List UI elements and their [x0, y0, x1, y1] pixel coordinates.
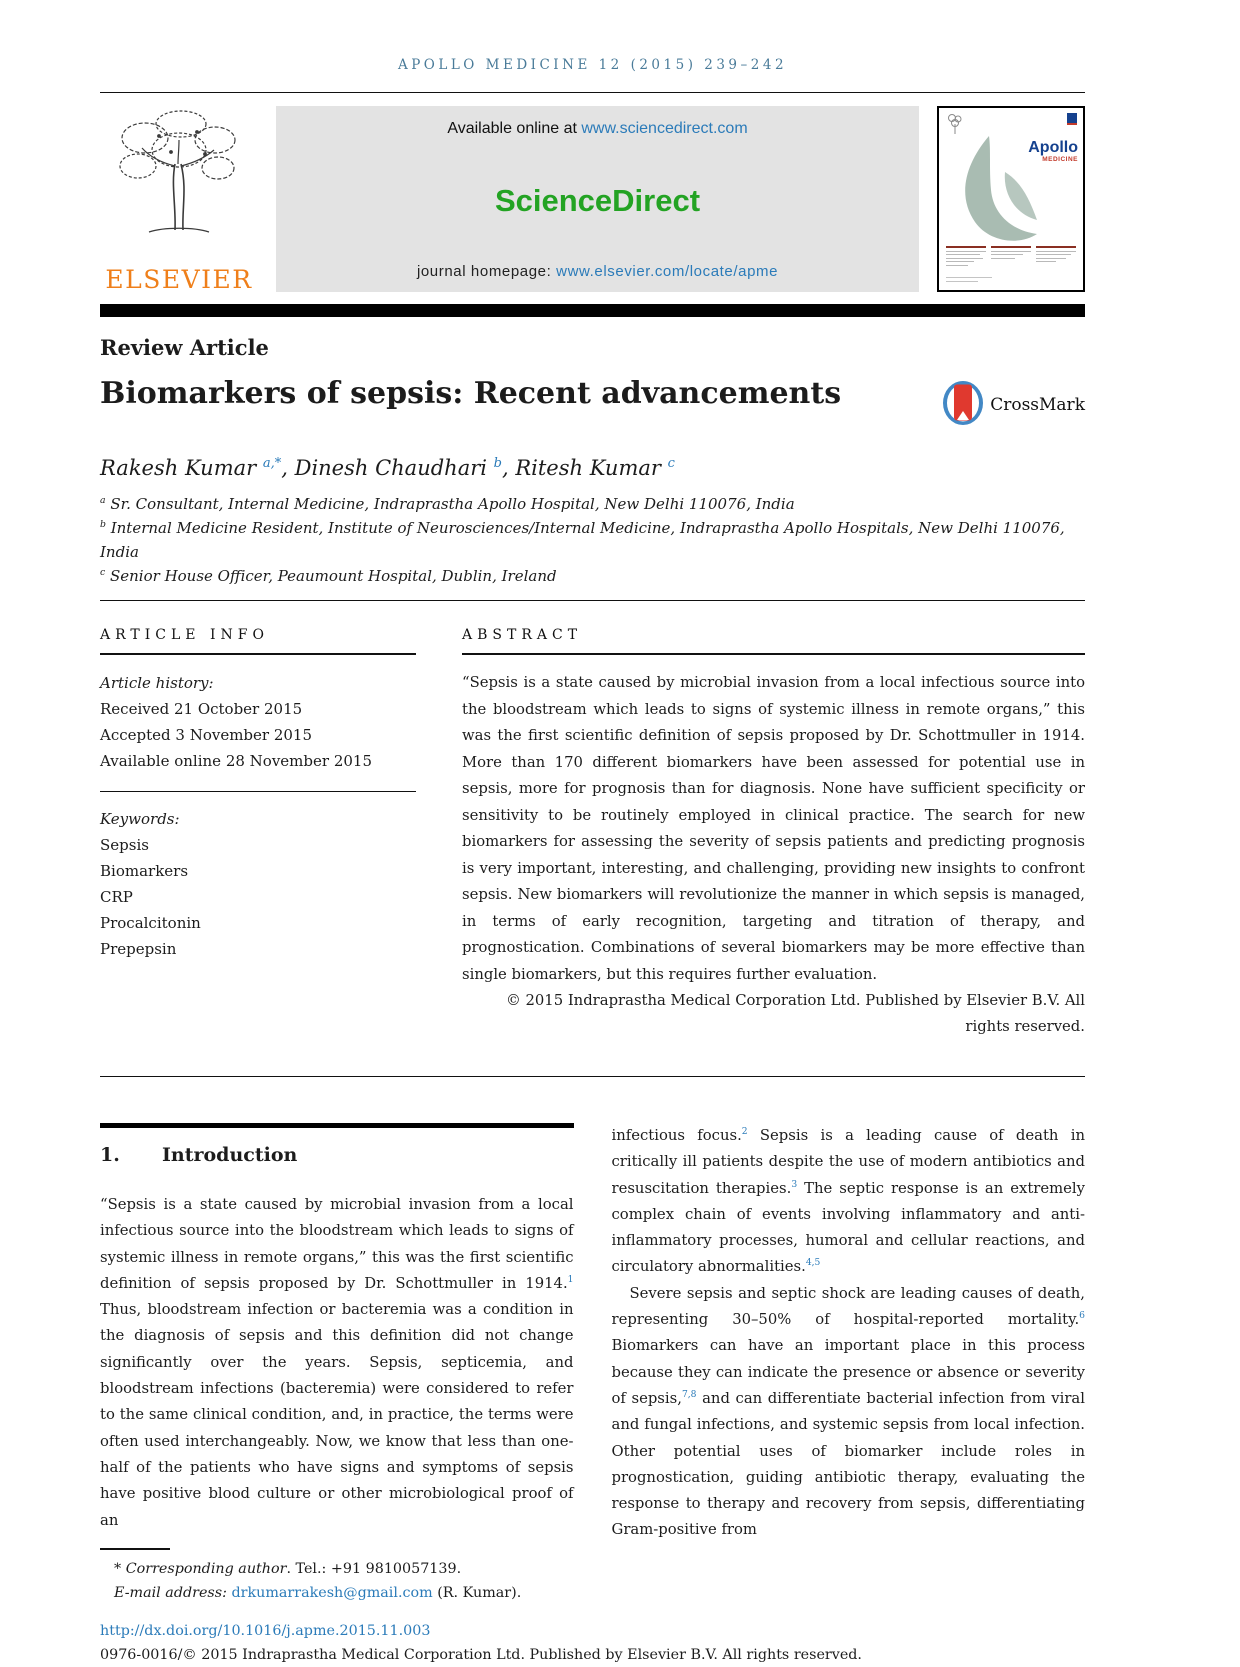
keyword: Biomarkers	[100, 862, 189, 880]
cover-toc-columns	[946, 246, 1076, 269]
body-paragraph: “Sepsis is a state caused by microbial invasion from a local infectious source into the bloodstream which leads to signs of systemic illness in remote organs,” this was the first scientific definition of sepsis proposed by Dr. Schottmuller in 1914.$^1$ Thus, bloodstream infection or bacteremia was a condition in the diagnosis of sepsis and this definition did not change significantly over the years. Sepsis, septicemia, and bloodstream infections (bacteremia) were considered to refer to the same clinical condition, and, in practice, the terms were often used interchangeably. Now, we know that less than one-half of the patients who have signs and symptoms of sepsis have positive blood culture or other microbiological proof of an	[100, 1196, 574, 1529]
journal-homepage-line	[286, 263, 909, 280]
divider	[100, 653, 416, 655]
abstract-column	[462, 627, 1085, 1040]
citation-ref: b	[493, 456, 502, 471]
journal-cover-thumbnail	[937, 106, 1085, 292]
divider	[100, 1076, 1085, 1077]
citation-ref: 7,8	[681, 1389, 697, 1401]
abstract-text: “Sepsis is a state caused by microbial invasion from a local infectious source into the bloodstream which leads to signs of systemic illness in remote organs,” this was the first scientific definition of sepsis proposed by Dr. Schottmuller in 1914. More than 170 different biomarkers have been assessed for potential use in sepsis, more for prognosis than for diagnosis. None have sufficient specificity or sensitivity to be routinely employed in clinical practice. The search for new biomarkers for assessing the severity of sepsis patients and predicting prognosis is very important, interesting, and challenging, providing new insights to confront sepsis. New biomarkers will revolutionize the manner in which sepsis is managed, in terms of early recognition, targeting and titration of therapy, and prognostication. Combinations of several biomarkers may be more effective than single biomarkers, but this requires further evaluation.	[462, 674, 1085, 983]
divider	[462, 653, 1085, 655]
cover-footer-lines	[946, 275, 992, 285]
citation-ref: c	[667, 456, 675, 471]
journal-homepage-link[interactable]: www.elsevier.com/locate/apme	[556, 263, 779, 280]
citation-ref: 6	[1079, 1310, 1085, 1322]
crossmark-label: CrossMark	[990, 395, 1085, 415]
keywords-block	[100, 806, 416, 962]
link[interactable]: http://dx.doi.org/10.1016/j.apme.2015.11.003	[100, 1622, 431, 1639]
article-type-label: Review Article	[100, 335, 269, 360]
citation-ref: 4,5	[805, 1257, 821, 1269]
affiliation-a: $^a$ Sr. Consultant, Internal Medicine, Indraprastha Apollo Hospital, New Delhi 110076, India	[100, 495, 795, 513]
citation-ref: 1	[567, 1273, 574, 1285]
affiliation-b: $^b$ Internal Medicine Resident, Institute of Neurosciences/Internal Medicine, Indraprastha Apollo Hospitals, New Delhi 110076, India	[100, 519, 1065, 561]
sciencedirect-link[interactable]: www.sciencedirect.com	[581, 120, 748, 137]
cover-brand-name: Apollo	[1028, 139, 1078, 156]
history-online: Available online 28 November 2015	[100, 752, 372, 770]
citation-ref: 2	[741, 1126, 748, 1138]
section-heading-introduction	[100, 1144, 574, 1166]
citation-ref: b	[100, 519, 106, 530]
elsevier-tree-icon	[109, 106, 249, 238]
divider	[100, 791, 416, 792]
citation-ref: 3	[791, 1178, 798, 1190]
citation-ref: a,*	[262, 456, 282, 471]
cover-brand-sub: MEDICINE	[1042, 156, 1078, 163]
footer-block	[100, 1619, 1085, 1667]
citation-ref: c	[100, 567, 106, 578]
section-title: Introduction	[162, 1144, 298, 1166]
history-received: Received 21 October 2015	[100, 700, 303, 718]
page-title: Biomarkers of sepsis: Recent advancements	[100, 376, 842, 411]
body-left-column	[100, 1123, 574, 1605]
publisher-header	[100, 106, 1085, 292]
journal-citation: APOLLO MEDICINE 12 (2015) 239–242	[397, 57, 788, 73]
article-info-heading: ARTICLE INFO	[100, 627, 269, 643]
crossmark-badge	[942, 380, 1085, 430]
affiliation-c: $^c$ Senior House Officer, Peaumount Hospital, Dublin, Ireland	[100, 567, 557, 585]
divider	[100, 600, 1085, 601]
affiliations	[100, 492, 1085, 588]
citation-ref: a	[100, 495, 106, 506]
footnote-corresponding: * Corresponding author. Tel.: +91 9810057139.	[114, 1560, 462, 1577]
crossmark-icon	[942, 380, 984, 430]
italic-text: Corresponding author	[125, 1560, 287, 1577]
available-online-text: Available online at	[447, 120, 582, 137]
article-info-column	[100, 627, 416, 1040]
keyword: CRP	[100, 888, 133, 906]
footnote-rule	[100, 1548, 170, 1550]
doi-line	[100, 1619, 1085, 1643]
abstract-heading: ABSTRACT	[462, 627, 583, 643]
available-online-line	[286, 120, 909, 138]
italic-text: E-mail address:	[114, 1584, 227, 1601]
journal-homepage-text: journal homepage:	[416, 263, 557, 280]
elsevier-wordmark: ELSEVIER	[105, 265, 253, 294]
body-right-column	[612, 1123, 1086, 1605]
elsevier-logo-block	[100, 106, 258, 292]
sciencedirect-banner	[276, 106, 919, 292]
keyword: Procalcitonin	[100, 914, 201, 932]
cover-leaf-graphic	[945, 134, 1045, 254]
keyword: Sepsis	[100, 836, 149, 854]
history-accepted: Accepted 3 November 2015	[100, 726, 313, 744]
article-history-label: Article history:	[100, 674, 214, 692]
section-divider-bar	[100, 304, 1085, 317]
abstract-copyright: © 2015 Indraprastha Medical Corporation Ltd. Published by Elsevier B.V. All rights reserved.	[505, 992, 1085, 1035]
divider	[100, 92, 1085, 93]
keywords-label: Keywords:	[100, 810, 180, 828]
section-rule	[100, 1123, 574, 1128]
issn-copyright-line: 0976-0016/© 2015 Indraprastha Medical Corporation Ltd. Published by Elsevier B.V. All rights reserved.	[100, 1646, 862, 1663]
body-paragraph: infectious focus.$^2$ Sepsis is a leading cause of death in critically ill patients despite the use of modern antibiotics and resuscitation therapies.$^3$ The septic response is an extremely complex chain of events involving inflammatory and anti-inflammatory processes, humoral and cellular reactions, and circulatory abnormalities.$^{4,5}$	[611, 1126, 1085, 1276]
cover-apollo-mark-icon	[1067, 113, 1077, 125]
link[interactable]: drkumarrakesh@gmail.com	[231, 1584, 433, 1601]
sciencedirect-logo: ScienceDirect	[494, 182, 701, 218]
footnote-email: E-mail address: drkumarrakesh@gmail.com (R. Kumar).	[114, 1584, 522, 1601]
section-number: 1.	[100, 1144, 120, 1166]
body-paragraph: Severe sepsis and septic shock are leading causes of death, representing 30–50% of hospital-reported mortality.$^6$ Biomarkers can have an important place in this process because they can indicate the presence or absence or severity of sepsis,$^{7,8}$ and can differentiate bacterial infection from viral and fungal infections, and systemic sepsis from local infection. Other potential uses of biomarker include roles in prognostication, guiding antibiotic therapy, evaluating the response to therapy and recovery from sepsis, differentiating Gram-positive from	[611, 1284, 1085, 1539]
footnote-block	[100, 1548, 574, 1605]
keyword: Prepepsin	[100, 940, 177, 958]
article-history	[100, 670, 416, 774]
authors-line: Rakesh Kumar $^{a,*}$, Dinesh Chaudhari $^b$, Ritesh Kumar $^c$	[100, 456, 675, 480]
